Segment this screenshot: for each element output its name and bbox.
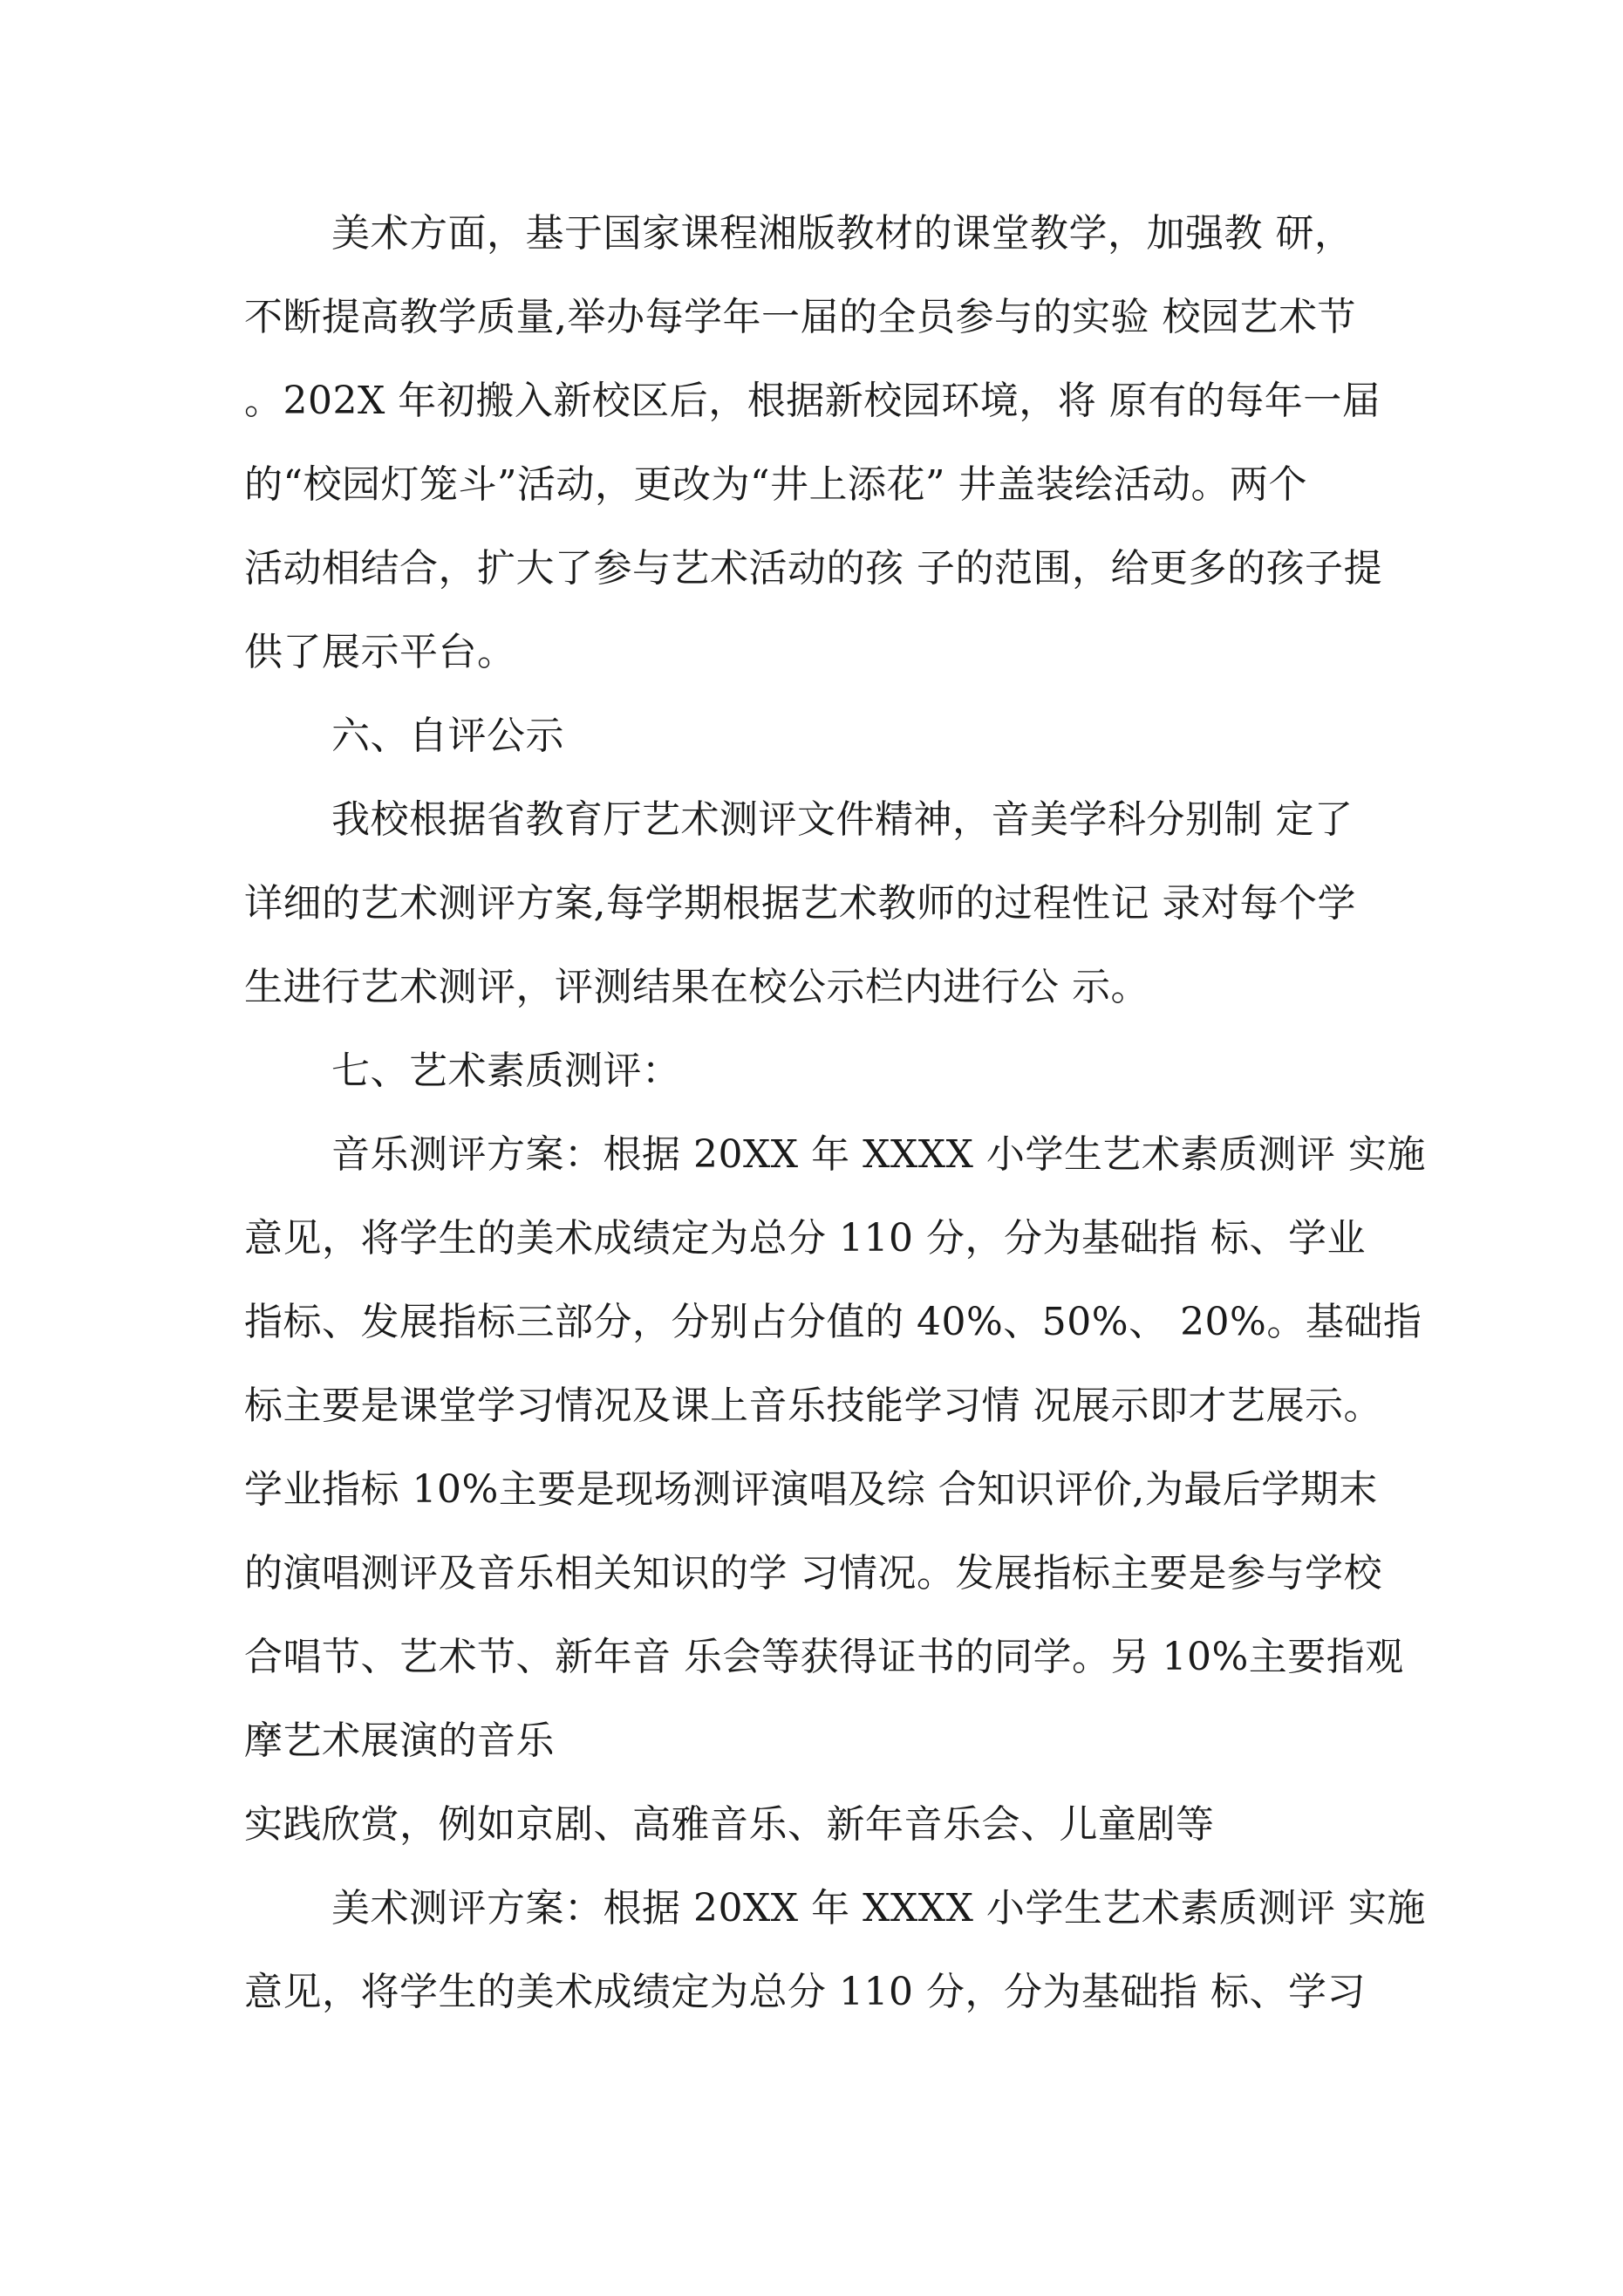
paragraph-line: 意见，将学生的美术成绩定为总分 110 分，分为基础指 标、学业 [244,1216,1366,1261]
paragraph-line: 。202X 年初搬入新校区后，根据新校园环境，将 原有的每年一届 [244,379,1381,423]
paragraph-line: 意见，将学生的美术成绩定为总分 110 分，分为基础指 标、学习 [244,1970,1366,2014]
paragraph-line: 美术测评方案：根据 20XX 年 XXXX 小学生艺术素质测评 实施 [331,1886,1426,1930]
paragraph-line: 生进行艺术测评，评测结果在校公示栏内进行公 示。 [244,965,1149,1009]
paragraph-line: 不断提高教学质量,举办每学年一届的全员参与的实验 校园艺术节 [244,295,1356,339]
paragraph-line: 的“校园灯笼斗”活动，更改为“井上添花” 井盖装绘活动。两个 [244,462,1307,507]
paragraph-line: 实践欣赏，例如京剧、高雅音乐、新年音乐会、儿童剧等 [244,1802,1215,1847]
paragraph-line: 标主要是课堂学习情况及课上音乐技能学习情 况展示即才艺展示。 [244,1384,1382,1428]
paragraph-line: 供了展示平台。 [244,630,516,674]
paragraph-line: 的演唱测评及音乐相关知识的学 习情况。发展指标主要是参与学校 [244,1551,1382,1596]
paragraph-line: 美术方面，基于国家课程湘版教材的课堂教学，加强教 研， [331,211,1354,256]
paragraph-line: 详细的艺术测评方案,每学期根据艺术教师的过程性记 录对每个学 [244,881,1356,926]
paragraph-line: 我校根据省教育厅艺术测评文件精神，音美学科分别制 定了 [331,797,1354,842]
section-heading: 七、艺术素质测评： [331,1049,681,1093]
paragraph-line: 学业指标 10%主要是现场测评演唱及综 合知识评价,为最后学期末 [244,1467,1378,1512]
paragraph-line: 音乐测评方案：根据 20XX 年 XXXX 小学生艺术素质测评 实施 [331,1132,1426,1177]
paragraph-line: 摩艺术展演的音乐 [244,1719,555,1763]
paragraph-line: 活动相结合，扩大了参与艺术活动的孩 子的范围，给更多的孩子提 [244,546,1382,591]
paragraph-line: 合唱节、艺术节、新年音 乐会等获得证书的同学。另 10%主要指观 [244,1635,1404,1679]
section-heading: 六、自评公示 [331,714,564,758]
paragraph-line: 指标、发展指标三部分，分别占分值的 40%、50%、 20%。基础指 [244,1300,1422,1344]
